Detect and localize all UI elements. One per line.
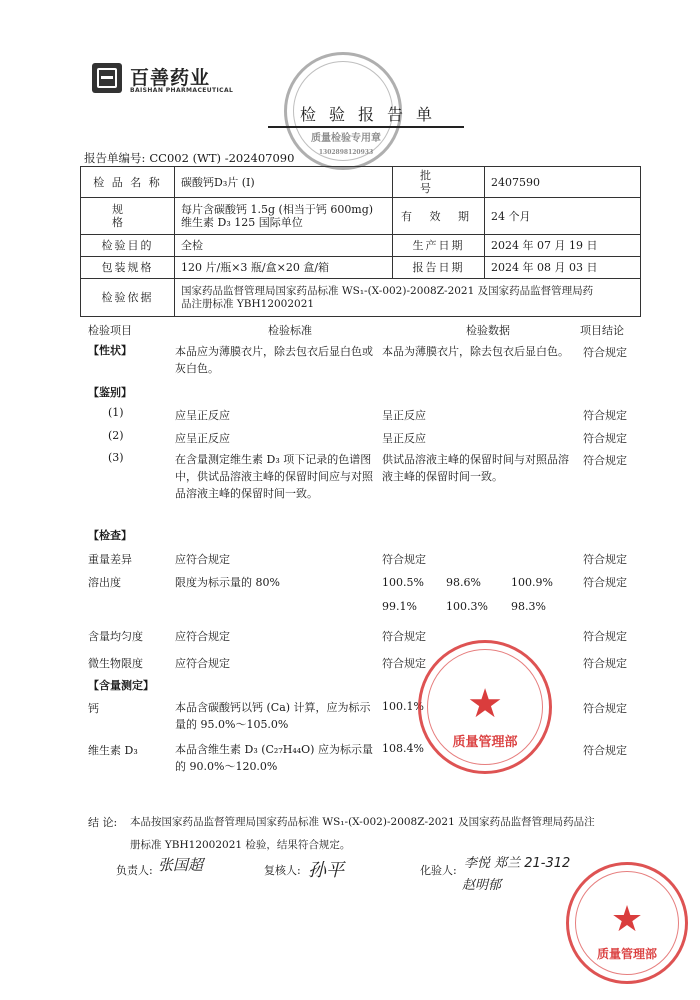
title-underline (268, 126, 464, 128)
conclusion-line-1: 本品按国家药品监督管理局国家药品标准 WS₁-(X-002)-2008Z-2021 及国家药品监督管理局药品注 (130, 816, 595, 828)
ident-2-no: (2) (108, 429, 124, 442)
stamp-inspection-number: 1302898120933 (318, 149, 374, 156)
ident-1-standard: 应呈正反应 (175, 409, 230, 422)
prod-date-label: 生产日期 (393, 235, 485, 257)
vitd-conclusion: 符合规定 (583, 744, 627, 757)
inspection-title: 【检查】 (88, 529, 132, 542)
header-data: 检验数据 (466, 324, 510, 337)
traits-conclusion: 符合规定 (583, 346, 627, 359)
weight-name: 重量差异 (88, 553, 132, 566)
dissolution-value-6: 98.3% (511, 600, 546, 613)
package-value: 120 片/瓶×3 瓶/盒×20 盒/箱 (175, 257, 393, 279)
company-logo (92, 63, 302, 97)
weight-conclusion: 符合规定 (583, 553, 627, 566)
traits-data: 本品为薄膜衣片，除去包衣后显白色。 (382, 345, 569, 358)
basis-value (175, 279, 641, 317)
basis-line-2: 品注册标准 YBH12002021 (181, 297, 315, 310)
ident-1-data: 呈正反应 (382, 409, 426, 422)
company-name-en: BAISHAN PHARMACEUTICAL (130, 87, 234, 94)
reviewer-label: 复核人: (264, 864, 301, 877)
microbe-name: 微生物限度 (88, 657, 143, 670)
microbe-standard: 应符合规定 (175, 657, 230, 670)
batch-label: 批 号 (393, 167, 485, 198)
responsible-signature: 张国超 (158, 856, 204, 874)
dissolution-value-5: 100.3% (446, 600, 488, 613)
chemist-label: 化验人: (420, 864, 457, 877)
chemist-signature-2: 赵明郁 (462, 878, 502, 893)
report-date-value: 2024 年 08 月 03 日 (485, 257, 641, 279)
dissolution-value-4: 99.1% (382, 600, 417, 613)
conclusion-label: 结 论: (88, 816, 118, 829)
uniformity-conclusion: 符合规定 (583, 630, 627, 643)
dissolution-value-2: 98.6% (446, 576, 481, 589)
purpose-label: 检验目的 (81, 235, 175, 257)
header-item: 检验项目 (88, 324, 132, 337)
quality-dept-stamp-2 (566, 862, 688, 984)
batch-value: 2407590 (485, 167, 641, 198)
report-number (84, 150, 298, 166)
document-title: 检验报告单 (300, 105, 446, 124)
spec-line-1: 每片含碳酸钙 1.5g (相当于钙 600mg) (181, 203, 374, 216)
uniformity-name: 含量均匀度 (88, 630, 143, 643)
calcium-conclusion: 符合规定 (583, 702, 627, 715)
company-name-cn: 百善药业 (130, 67, 211, 89)
calcium-data: 100.1% (382, 700, 424, 713)
dissolution-value-3: 100.9% (511, 576, 553, 589)
basis-line-1: 国家药品监督管理局国家药品标准 WS₁-(X-002)-2008Z-2021 及国家药品监督管理局药 (181, 284, 594, 297)
ident-2-conclusion: 符合规定 (583, 432, 627, 445)
ident-3-data: 供试品溶液主峰的保留时间与对照品溶液主峰的保留时间一致。 (382, 453, 569, 483)
spec-value (175, 198, 393, 235)
dissolution-standard: 限度为标示量的 80% (175, 576, 280, 589)
dissolution-name: 溶出度 (88, 576, 121, 589)
traits-title: 【性状】 (88, 344, 132, 357)
responsible-label: 负责人: (116, 864, 153, 877)
uniformity-standard: 应符合规定 (175, 630, 230, 643)
spec-line-2: 维生素 D₃ 125 国际单位 (181, 216, 303, 229)
traits-standard: 本品应为薄膜衣片，除去包衣后显白色或灰白色。 (175, 345, 373, 375)
report-date-label: 报告日期 (393, 257, 485, 279)
ident-2-data: 呈正反应 (382, 432, 426, 445)
ident-1-no: (1) (108, 406, 124, 419)
dissolution-value-1: 100.5% (382, 576, 424, 589)
prod-date-value: 2024 年 07 月 19 日 (485, 235, 641, 257)
report-number-label: 报告单编号: (84, 151, 146, 165)
stamp-quality-text: 质量管理部 (452, 735, 518, 750)
vitd-standard: 本品含维生素 D₃ (C₂₇H₄₄O) 应为标示量的 90.0%～120.0% (175, 743, 373, 773)
product-value: 碳酸钙D₃片 (Ⅰ) (175, 167, 393, 198)
assay-title: 【含量测定】 (88, 679, 154, 692)
vitd-data: 108.4% (382, 742, 424, 755)
stamp-inspection-text: 质量检验专用章 (311, 133, 381, 144)
purpose-value: 全检 (175, 235, 393, 257)
stamp-star-icon: ★ (467, 681, 503, 727)
microbe-conclusion: 符合规定 (583, 657, 627, 670)
package-label: 包装规格 (81, 257, 175, 279)
info-table (80, 166, 641, 317)
weight-standard: 应符合规定 (175, 553, 230, 566)
conclusion-line-2: 册标准 YBH12002021 检验，结果符合规定。 (130, 839, 351, 851)
ident-2-standard: 应呈正反应 (175, 432, 230, 445)
stamp-quality-text-2: 质量管理部 (596, 947, 657, 961)
spec-label: 规 格 (81, 198, 175, 235)
logo-mark-icon (92, 63, 122, 93)
header-standard: 检验标准 (268, 324, 312, 337)
calcium-standard: 本品含碳酸钙以钙 (Ca) 计算，应为标示量的 95.0%～105.0% (175, 701, 371, 731)
header-conclusion: 项目结论 (580, 324, 624, 337)
chemist-signature: 李悦 郑兰 21-312 (464, 856, 571, 871)
basis-label: 检验依据 (81, 279, 175, 317)
reviewer-signature: 孙平 (308, 860, 344, 881)
ident-3-conclusion: 符合规定 (583, 454, 627, 467)
ident-3-standard: 在含量测定维生素 D₃ 项下记录的色谱图中，供试品溶液主峰的保留时间应与对照品溶液主峰的保留时间一致。 (175, 453, 373, 500)
ident-1-conclusion: 符合规定 (583, 409, 627, 422)
weight-data: 符合规定 (382, 553, 426, 566)
report-number-value: CC002 (WT) -202407090 (149, 151, 295, 165)
identification-title: 【鉴别】 (88, 386, 132, 399)
quality-dept-stamp (418, 640, 552, 774)
dissolution-conclusion: 符合规定 (583, 576, 627, 589)
vitd-name: 维生素 D₃ (88, 744, 138, 757)
microbe-data: 符合规定 (382, 657, 426, 670)
validity-value: 24 个月 (485, 198, 641, 235)
stamp-star-icon-2: ★ (610, 899, 644, 940)
uniformity-data: 符合规定 (382, 630, 426, 643)
product-label: 检 品 名 称 (81, 167, 175, 198)
validity-label: 有 效 期 (393, 198, 485, 235)
ident-3-no: (3) (108, 451, 124, 464)
calcium-name: 钙 (88, 702, 99, 715)
